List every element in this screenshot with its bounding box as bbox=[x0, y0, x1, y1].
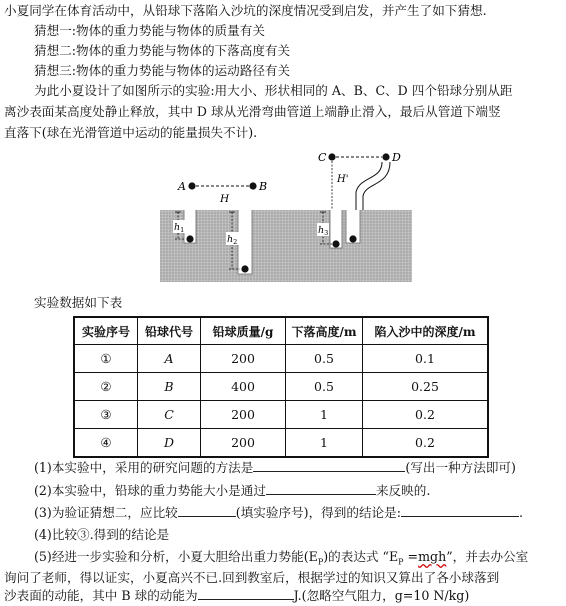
cell: 200 bbox=[201, 401, 286, 429]
ball-C bbox=[328, 153, 335, 160]
label-h1: $h_1$ bbox=[174, 222, 185, 234]
cell: 0.25 bbox=[363, 373, 489, 401]
design-line-1: 为此小夏设计了如图所示的实验:用大小、形状相同的 A、B、C、D 四个铅球分别从距 bbox=[34, 83, 513, 98]
cell: C bbox=[138, 401, 201, 429]
cell: 0.5 bbox=[286, 373, 363, 401]
q5-text: (5)经进一步实验和分析，小夏大胆给出重力势能(E bbox=[34, 549, 318, 564]
question-3 bbox=[34, 503, 523, 523]
table-header-row bbox=[74, 317, 488, 345]
ball-A-rest bbox=[186, 235, 193, 242]
cell: 0.1 bbox=[363, 345, 489, 373]
q3-text-mid: (填实验序号)，得到的结论是: bbox=[235, 505, 401, 520]
cell: 0.2 bbox=[363, 401, 489, 429]
cell: 1 bbox=[286, 401, 363, 429]
q5-sub-2: P bbox=[398, 557, 404, 567]
q1-hint: (写出一种方法即可) bbox=[405, 460, 516, 475]
q3-text: (3)为验证猜想二，应比较 bbox=[34, 505, 178, 520]
q1-text: (1)本实验中，采用的研究问题的方法是 bbox=[34, 460, 254, 475]
question-1 bbox=[34, 458, 516, 478]
col-header: 铅球质量/g bbox=[201, 317, 286, 345]
table-row bbox=[74, 345, 488, 373]
cell: 200 bbox=[201, 345, 286, 373]
label-D: D bbox=[392, 151, 401, 164]
ball-D bbox=[382, 153, 389, 160]
cell: 1 bbox=[286, 429, 363, 458]
curved-pipe bbox=[356, 162, 382, 210]
q2-text-end: 来反映的. bbox=[375, 483, 431, 498]
ball-B-rest bbox=[241, 265, 248, 272]
col-header: 下落高度/m bbox=[286, 317, 363, 345]
q5-line3-end: J.(忽略空气阻力，g=10 N/kg) bbox=[293, 588, 470, 603]
answer-blank-5[interactable] bbox=[198, 587, 294, 600]
cell: ③ bbox=[74, 401, 138, 429]
col-header: 铅球代号 bbox=[138, 317, 201, 345]
question-2 bbox=[34, 481, 430, 501]
label-B: B bbox=[259, 180, 268, 193]
label-h3: $h_3$ bbox=[318, 225, 329, 237]
label-h2: $h_2$ bbox=[227, 234, 238, 246]
intro-text: 小夏同学在体育活动中，从铅球下落陷入沙坑的深度情况受到启发，并产生了如下猜想. bbox=[4, 3, 487, 18]
sand-box bbox=[160, 210, 412, 282]
answer-blank-1[interactable] bbox=[253, 459, 405, 472]
question-5-line-2: 询问了老师，得以证实，小夏高兴不已.回到教室后，根据学过的知识又算出了各小球落到 bbox=[4, 570, 500, 585]
data-table bbox=[73, 316, 489, 458]
guess-2: 猜想二:物体的重力势能与物体的下落高度有关 bbox=[34, 43, 291, 58]
q3-text-end: . bbox=[518, 505, 523, 520]
col-header: 陷入沙中的深度/m bbox=[363, 317, 489, 345]
col-header: 实验序号 bbox=[74, 317, 138, 345]
label-C: C bbox=[318, 151, 327, 164]
cell: A bbox=[138, 345, 201, 373]
formula-mgh: mgh bbox=[418, 549, 447, 564]
table-row bbox=[74, 401, 488, 429]
guess-1: 猜想一:物体的重力势能与物体的质量有关 bbox=[34, 23, 265, 38]
cell: 0.2 bbox=[363, 429, 489, 458]
guess-3: 猜想三:物体的重力势能与物体的运动路径有关 bbox=[34, 63, 291, 78]
q5-sub: P bbox=[317, 557, 324, 567]
ball-B bbox=[249, 182, 256, 189]
q5-text-c: = bbox=[403, 549, 419, 564]
design-line-3: 直落下(球在光滑管道中运动的能量损失不计). bbox=[4, 125, 258, 140]
cell: ④ bbox=[74, 429, 138, 458]
q5-text-d: ”，并去办公室 bbox=[446, 549, 529, 564]
cell: ② bbox=[74, 373, 138, 401]
question-5-line-3 bbox=[4, 586, 469, 606]
experiment-figure bbox=[160, 146, 412, 282]
label-H: H bbox=[220, 193, 230, 205]
q2-text: (2)本实验中，铅球的重力势能大小是通过 bbox=[34, 483, 266, 498]
question-4 bbox=[34, 525, 169, 545]
table-caption: 实验数据如下表 bbox=[34, 295, 123, 310]
design-line-2: 离沙表面某高度处静止释放，其中 D 球从光滑弯曲管道上端静止滑入，最后从管道下端竖 bbox=[4, 104, 501, 119]
answer-blank-2[interactable] bbox=[266, 482, 376, 495]
q5-line3-text: 沙表面的动能，其中 B 球的动能为 bbox=[4, 588, 198, 603]
cell: D bbox=[138, 429, 201, 458]
table-row bbox=[74, 429, 488, 458]
cell: 400 bbox=[201, 373, 286, 401]
answer-blank-3a[interactable] bbox=[178, 504, 236, 517]
cell: 0.5 bbox=[286, 345, 363, 373]
q4-text: (4)比较③.得到的结论是 bbox=[34, 527, 170, 542]
table-row bbox=[74, 373, 488, 401]
label-Hprime: H' bbox=[337, 174, 349, 185]
q5-text-b: )的表达式 “E bbox=[323, 549, 399, 564]
cell: B bbox=[138, 373, 201, 401]
ball-A bbox=[188, 182, 195, 189]
cell: ① bbox=[74, 345, 138, 373]
cell: 200 bbox=[201, 429, 286, 458]
answer-blank-3b[interactable] bbox=[401, 504, 519, 517]
label-A: A bbox=[178, 180, 186, 193]
